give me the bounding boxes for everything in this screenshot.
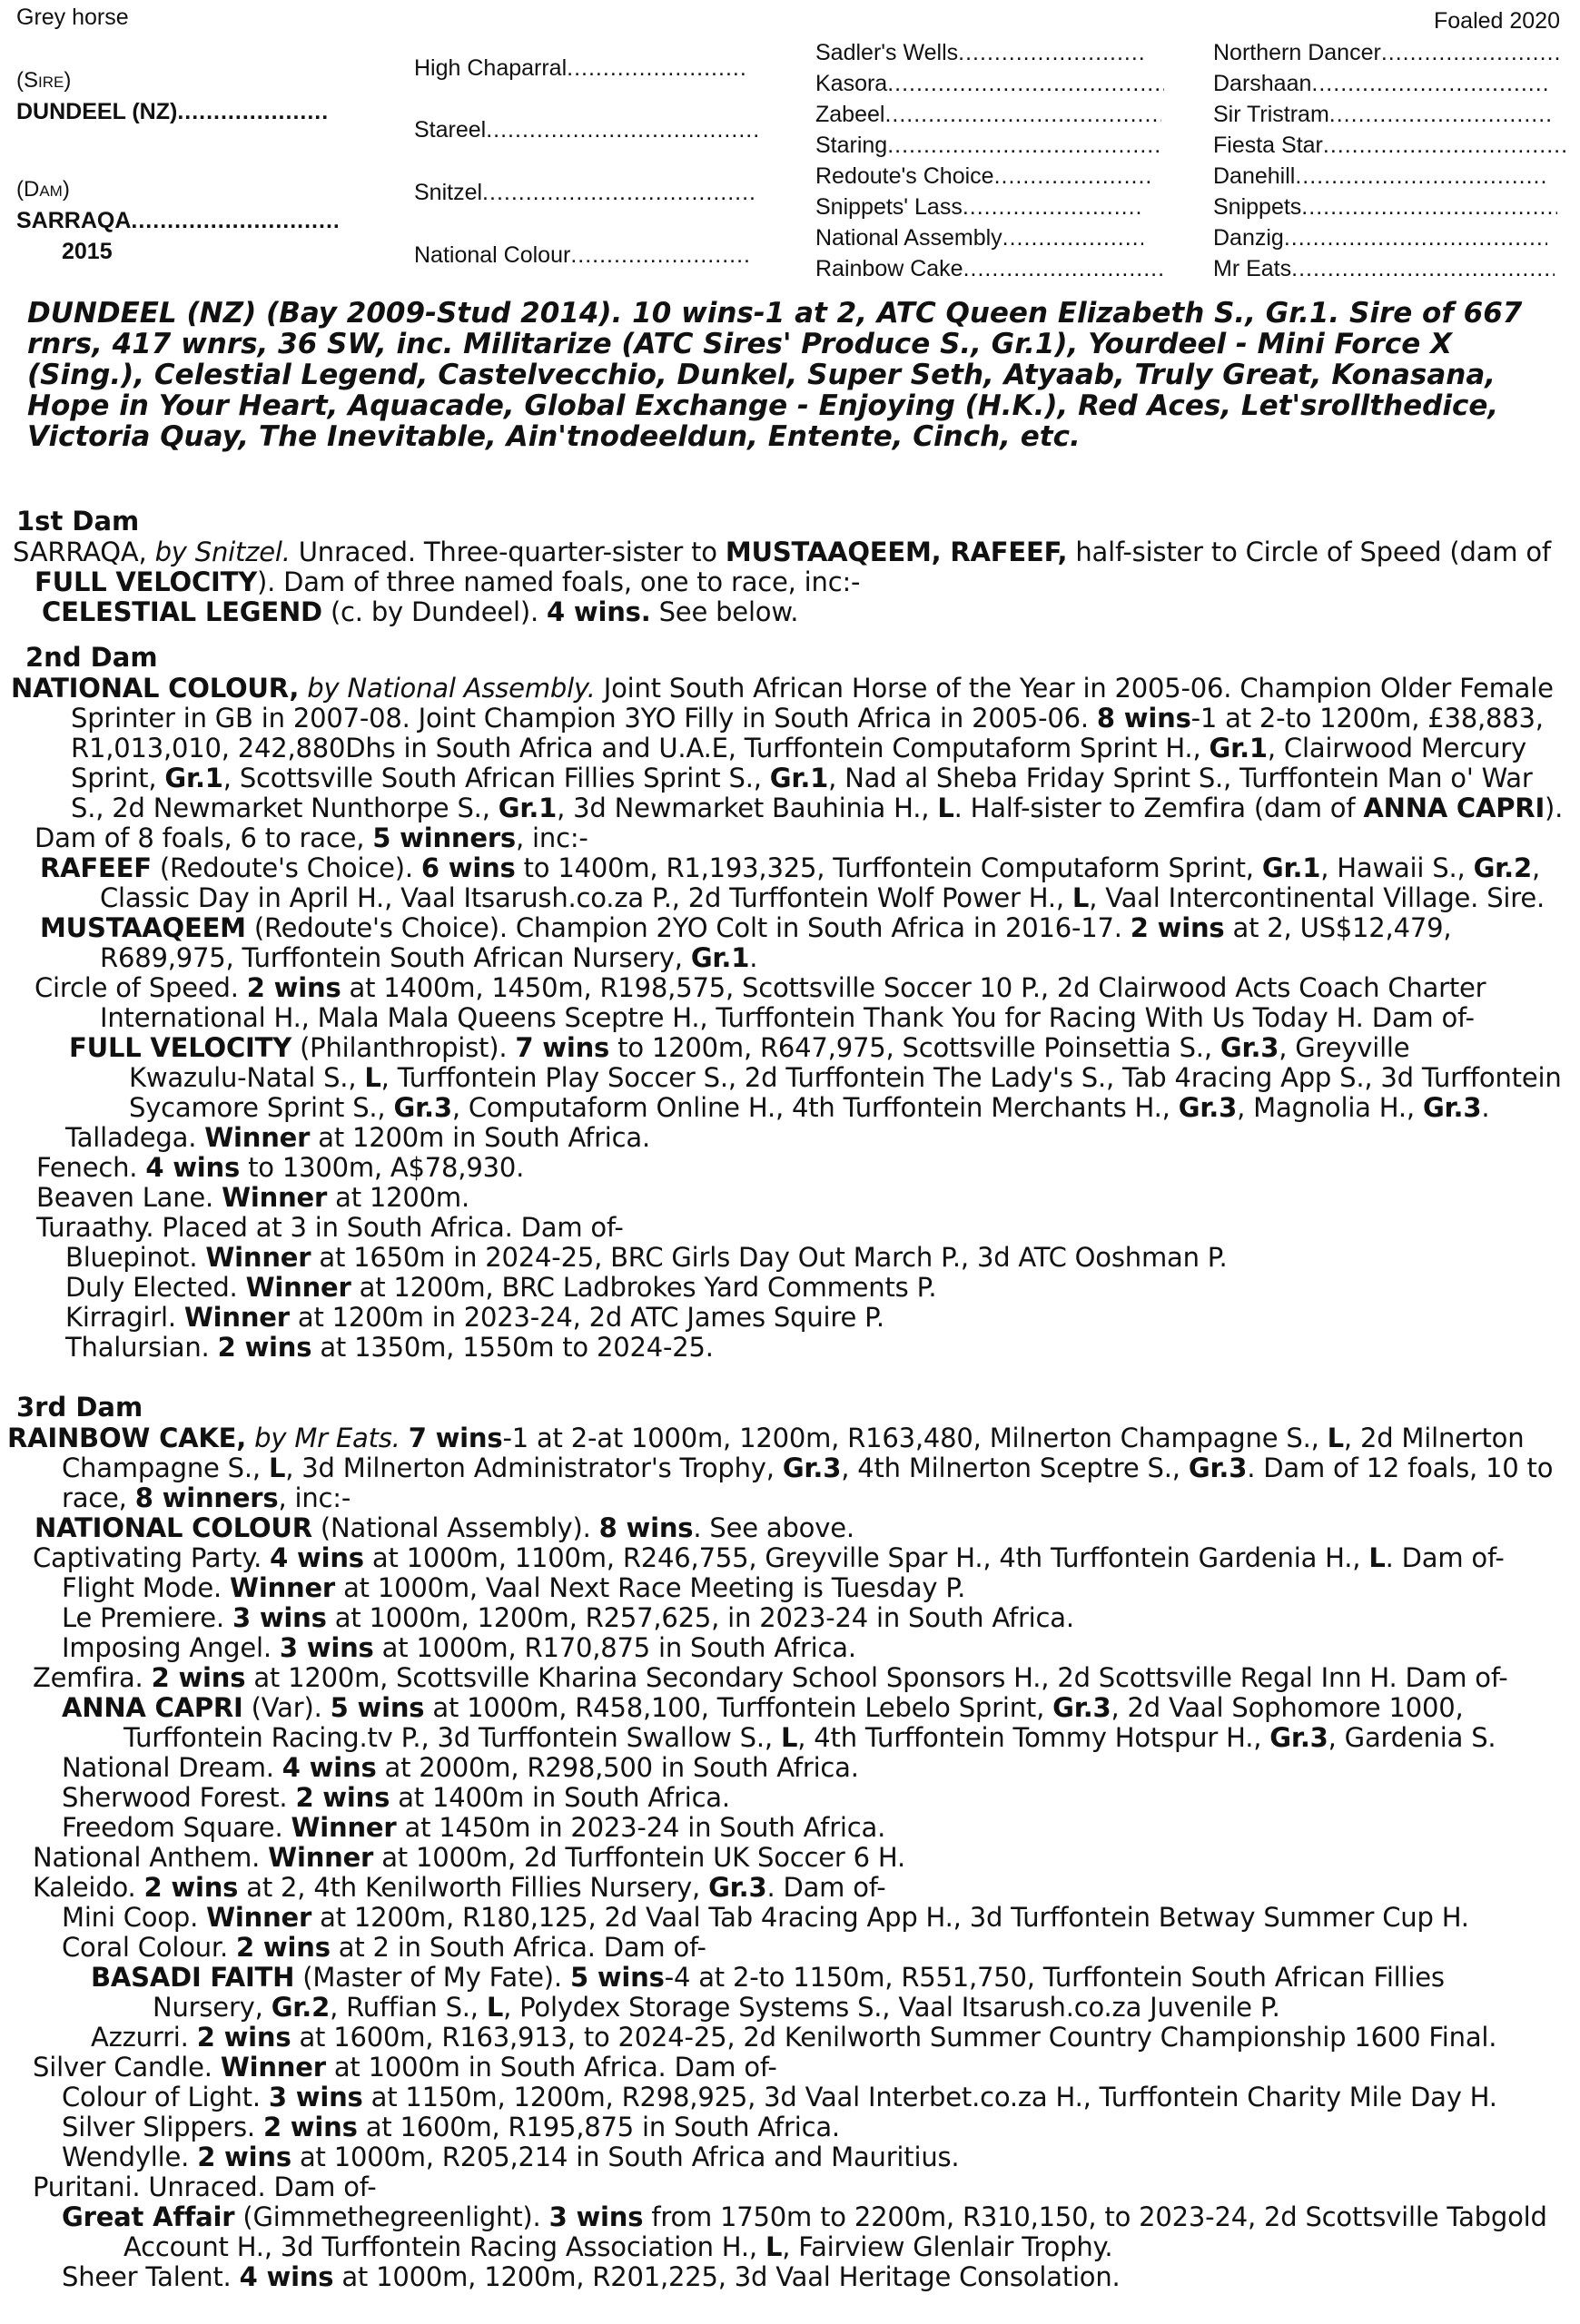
third-dam-line: Nursery, Gr.2, Ruffian S., L, Polydex Storage Systems S., Vaal Itsarush.co.za Juvenile P. bbox=[153, 1992, 1280, 2023]
pedigree-gen2-1: High Chaparral..... bbox=[414, 53, 748, 84]
third-dam-line: Account H., 3d Turffontein Racing Association H., L, Fairview Glenlair Trophy. bbox=[123, 2231, 1113, 2262]
dam-year: 2015 bbox=[62, 239, 113, 264]
second-dam-line: Thalursian. 2 wins at 1350m, 1550m to 2024-25. bbox=[65, 1332, 714, 1363]
second-dam-line: Dam of 8 foals, 6 to race, 5 winners, inc:- bbox=[35, 822, 588, 853]
first-dam-line: SARRAQA, by Snitzel. Unraced. Three-quarter-sister to MUSTAAQEEM, RAFEEF, half-sister to Circle of Speed (dam of bbox=[13, 537, 1551, 567]
sire-label: (Sire) bbox=[16, 68, 72, 93]
sire-summary: DUNDEEL (NZ) (Bay 2009-Stud 2014). 10 wins-1 at 2, ATC Queen Elizabeth S., Gr.1. Sire of 667 rnrs, 417 wnrs, 36 SW, inc. Militarize (ATC Sires' Produce S., Gr.1), Yourdeel - Mini Force X (Sing.), Celestial Legend, Castelvecchio, Dunkel, Super Seth, Atyaab, Truly Great, Konasana, Hope in Your Heart, Aquacade, Global Exchange - Enjoying (H.K.), Red Aces, Let'srollthedice, Victoria Quay, The Inevitable, Ain'tnodeeldun, Entente, Cinch, etc. bbox=[27, 297, 1523, 453]
pedigree-gen2-4: National Colour..... bbox=[414, 240, 750, 271]
pedigree-gen3-4: Staring..... bbox=[815, 130, 1160, 161]
first-dam-heading: 1st Dam bbox=[16, 506, 140, 537]
dam-label: (Dam) bbox=[16, 177, 70, 202]
third-dam-line: race, 8 winners, inc:- bbox=[62, 1482, 351, 1513]
pedigree-gen3-7: National Assembly..... bbox=[815, 222, 1143, 253]
second-dam-line: R689,975, Turffontein South African Nursery, Gr.1. bbox=[100, 942, 758, 973]
third-dam-line: Kaleido. 2 wins at 2, 4th Kenilworth Fillies Nursery, Gr.3. Dam of- bbox=[33, 1872, 886, 1903]
third-dam-line: Freedom Square. Winner at 1450m in 2023-24 in South Africa. bbox=[62, 1812, 886, 1843]
third-dam-line: Imposing Angel. 3 wins at 1000m, R170,875 in South Africa. bbox=[62, 1632, 856, 1663]
second-dam-line: Sprint, Gr.1, Scottsville South African Fillies Sprint S., Gr.1, Nad al Sheba Friday Sprint S., Turffontein Man o' War bbox=[71, 763, 1533, 793]
third-dam-line: Captivating Party. 4 wins at 1000m, 1100m, R246,755, Greyville Spar H., 4th Turffontein Gardenia H., L. Dam of- bbox=[33, 1542, 1505, 1573]
second-dam-line: MUSTAAQEEM (Redoute's Choice). Champion 2YO Colt in South Africa in 2016-17. 2 wins at 2, US$12,479, bbox=[40, 912, 1452, 943]
second-dam-line: Kirragirl. Winner at 1200m in 2023-24, 2d ATC James Squire P. bbox=[65, 1302, 884, 1333]
third-dam-line: Sherwood Forest. 2 wins at 1400m in South Africa. bbox=[62, 1782, 730, 1813]
pedigree-gen3-8: Rainbow Cake..... bbox=[815, 253, 1165, 284]
third-dam-line: Colour of Light. 3 wins at 1150m, 1200m, R298,925, 3d Vaal Interbet.co.za H., Turffontein Charity Mile Day H. bbox=[62, 2082, 1497, 2112]
third-dam-line: Sheer Talent. 4 wins at 1000m, 1200m, R201,225, 3d Vaal Heritage Consolation. bbox=[62, 2261, 1121, 2292]
second-dam-line: Bluepinot. Winner at 1650m in 2024-25, BRC Girls Day Out March P., 3d ATC Ooshman P. bbox=[65, 1242, 1228, 1273]
second-dam-heading: 2nd Dam bbox=[25, 642, 158, 673]
third-dam-line: Zemfira. 2 wins at 1200m, Scottsville Kharina Secondary School Sponsors H., 2d Scottsville Regal Inn H. Dam of- bbox=[33, 1662, 1508, 1693]
second-dam-line: Classic Day in April H., Vaal Itsarush.co.za P., 2d Turffontein Wolf Power H., L, Vaal Intercontinental Village. Sire. bbox=[100, 882, 1545, 913]
pedigree-gen4-3: Sir Tristram..... bbox=[1213, 99, 1551, 130]
pedigree-gen3-6: Snippets' Lass..... bbox=[815, 192, 1144, 222]
second-dam-line: Talladega. Winner at 1200m in South Africa. bbox=[65, 1122, 650, 1153]
third-dam-line: Flight Mode. Winner at 1000m, Vaal Next Race Meeting is Tuesday P. bbox=[62, 1572, 966, 1603]
third-dam-heading: 3rd Dam bbox=[16, 1392, 143, 1423]
second-dam-line: RAFEEF (Redoute's Choice). 6 wins to 1400m, R1,193,325, Turffontein Computaform Sprint, Gr.1, Hawaii S., Gr.2, bbox=[40, 852, 1540, 883]
third-dam-line: Turffontein Racing.tv P., 3d Turffontein Swallow S., L, 4th Turffontein Tommy Hotspur H., Gr.3, Gardenia S. bbox=[123, 1722, 1496, 1753]
pedigree-gen4-7: Danzig..... bbox=[1213, 222, 1547, 253]
foaled-label: Foaled 2020 bbox=[1433, 8, 1560, 34]
pedigree-gen4-8: Mr Eats..... bbox=[1213, 253, 1555, 284]
second-dam-line: Sprinter in GB in 2007-08. Joint Champion 3YO Filly in South Africa in 2005-06. 8 wins-1 at 2-to 1200m, £38,883, bbox=[71, 703, 1544, 734]
third-dam-line: ANNA CAPRI (Var). 5 wins at 1000m, R458,100, Turffontein Lebelo Sprint, Gr.3, 2d Vaal Sophomore 1000, bbox=[62, 1692, 1464, 1723]
third-dam-line: Azzurri. 2 wins at 1600m, R163,913, to 2024-25, 2d Kenilworth Summer Country Championship 1600 Final. bbox=[91, 2022, 1497, 2053]
second-dam-line: S., 2d Newmarket Nunthorpe S., Gr.1, 3d Newmarket Bauhinia H., L. Half-sister to Zemfira (dam of ANNA CAPRI). bbox=[71, 793, 1564, 823]
third-dam-line: National Dream. 4 wins at 2000m, R298,500 in South Africa. bbox=[62, 1752, 859, 1783]
third-dam-line: Puritani. Unraced. Dam of- bbox=[33, 2171, 377, 2202]
third-dam-line: NATIONAL COLOUR (National Assembly). 8 wins. See above. bbox=[35, 1512, 854, 1543]
second-dam-line: Fenech. 4 wins to 1300m, A$78,930. bbox=[36, 1152, 525, 1183]
sire-name: DUNDEEL (NZ)..... bbox=[16, 96, 330, 127]
third-dam-line: Silver Slippers. 2 wins at 1600m, R195,875 in South Africa. bbox=[62, 2112, 840, 2142]
pedigree-gen2-2: Stareel..... bbox=[414, 114, 758, 145]
second-dam-line: Sycamore Sprint S., Gr.3, Computaform Online H., 4th Turffontein Merchants H., Gr.3, Magnolia H., Gr.3. bbox=[129, 1092, 1490, 1123]
third-dam-line: National Anthem. Winner at 1000m, 2d Turffontein UK Soccer 6 H. bbox=[33, 1842, 906, 1873]
second-dam-line: Circle of Speed. 2 wins at 1400m, 1450m, R198,575, Scottsville Soccer 10 P., 2d Clairwood Acts Coach Charter bbox=[35, 972, 1486, 1003]
second-dam-line: R1,013,010, 242,880Dhs in South Africa and U.A.E, Turffontein Computaform Sprint H., Gr.1, Clairwood Mercury bbox=[71, 733, 1526, 763]
second-dam-line: NATIONAL COLOUR, by National Assembly. Joint South African Horse of the Year in 2005-06. Champion Older Female bbox=[11, 673, 1554, 704]
third-dam-line: BASADI FAITH (Master of My Fate). 5 wins-4 at 2-to 1150m, R551,750, Turffontein South African Fillies bbox=[91, 1962, 1445, 1993]
third-dam-line: Coral Colour. 2 wins at 2 in South Africa. Dam of- bbox=[62, 1932, 706, 1963]
third-dam-line: Champagne S., L, 3d Milnerton Administrator's Trophy, Gr.3, 4th Milnerton Sceptre S., Gr.3. Dam of 12 foals, 10 to bbox=[62, 1452, 1554, 1483]
third-dam-line: Great Affair (Gimmethegreenlight). 3 wins from 1750m to 2200m, R310,150, to 2023-24, 2d Scottsville Tabgold bbox=[62, 2201, 1547, 2232]
third-dam-line: Le Premiere. 3 wins at 1000m, 1200m, R257,625, in 2023-24 in South Africa. bbox=[62, 1602, 1074, 1633]
second-dam-line: Kwazulu-Natal S., L, Turffontein Play Soccer S., 2d Turffontein The Lady's S., Tab 4racing App S., 3d Turffontein bbox=[129, 1062, 1562, 1093]
pedigree-gen4-1: Northern Dancer..... bbox=[1213, 37, 1559, 68]
second-dam-line: International H., Mala Mala Queens Sceptre H., Turffontein Thank You for Racing With Us Today H. Dam of- bbox=[100, 1002, 1475, 1033]
horse-color: Grey horse bbox=[16, 5, 129, 30]
third-dam-line: RAINBOW CAKE, by Mr Eats. 7 wins-1 at 2-at 1000m, 1200m, R163,480, Milnerton Champagne S., L, 2d Milnerton bbox=[7, 1423, 1525, 1453]
third-dam-line: Wendylle. 2 wins at 1000m, R205,214 in South Africa and Mauritius. bbox=[62, 2142, 960, 2172]
pedigree-gen3-2: Kasora..... bbox=[815, 68, 1164, 99]
second-dam-line: FULL VELOCITY (Philanthropist). 7 wins to 1200m, R647,975, Scottsville Poinsettia S., Gr.3, Greyville bbox=[69, 1032, 1410, 1063]
first-dam-line: FULL VELOCITY). Dam of three named foals, one to race, inc:- bbox=[35, 566, 861, 597]
pedigree-gen4-6: Snippets..... bbox=[1213, 192, 1557, 222]
pedigree-gen4-2: Darshaan..... bbox=[1213, 68, 1547, 99]
second-dam-line: Turaathy. Placed at 3 in South Africa. Dam of- bbox=[36, 1212, 624, 1243]
third-dam-line: Silver Candle. Winner at 1000m in South Africa. Dam of- bbox=[33, 2052, 777, 2083]
pedigree-gen3-3: Zabeel..... bbox=[815, 99, 1161, 130]
second-dam-line: Duly Elected. Winner at 1200m, BRC Ladbrokes Yard Comments P. bbox=[65, 1272, 937, 1303]
third-dam-line: Mini Coop. Winner at 1200m, R180,125, 2d Vaal Tab 4racing App H., 3d Turffontein Betway Summer Cup H. bbox=[62, 1902, 1469, 1933]
pedigree-gen3-1: Sadler's Wells..... bbox=[815, 37, 1144, 68]
second-dam-line: Beaven Lane. Winner at 1200m. bbox=[36, 1182, 469, 1213]
pedigree-gen3-5: Redoute's Choice..... bbox=[815, 161, 1150, 192]
dam-name: SARRAQA..... bbox=[16, 205, 338, 236]
first-dam-line: CELESTIAL LEGEND (c. by Dundeel). 4 wins. See below. bbox=[42, 596, 799, 627]
pedigree-gen4-5: Danehill..... bbox=[1213, 161, 1547, 192]
pedigree-gen4-4: Fiesta Star..... bbox=[1213, 130, 1566, 161]
pedigree-gen2-3: Snitzel..... bbox=[414, 177, 758, 208]
